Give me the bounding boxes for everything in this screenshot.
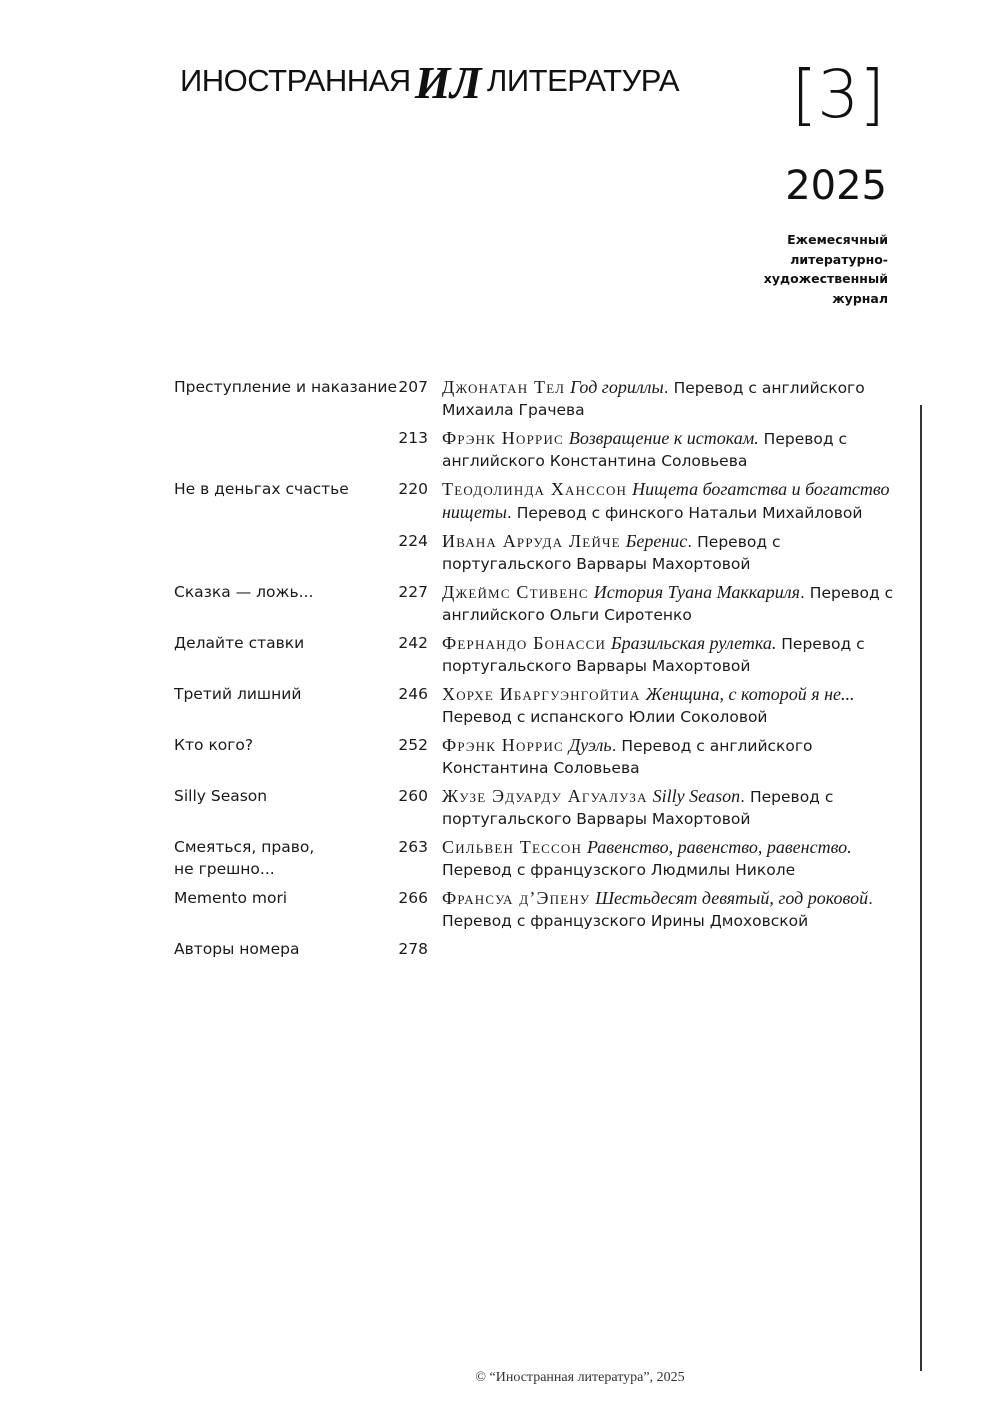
- section-line: не грешно...: [174, 860, 275, 878]
- toc-section-heading: [174, 887, 398, 932]
- section-line: Сказка — ложь...: [174, 583, 314, 601]
- entry-translation-note: Перевод с португальского Варвары Махортовой: [442, 635, 865, 675]
- toc-page-number: 263: [398, 838, 428, 856]
- toc-section-heading: [174, 478, 398, 524]
- toc-row: [174, 581, 904, 626]
- entry-author: Ивана Арруда Лейче: [442, 531, 621, 551]
- section-line: Silly Season: [174, 787, 268, 805]
- masthead-right-word: ЛИТЕРАТУРА: [487, 63, 680, 98]
- copyright-footer: © “Иностранная литература”, 2025: [475, 1370, 685, 1385]
- toc-section-heading: [174, 785, 398, 830]
- toc-entry: [442, 887, 904, 932]
- entry-author: Теодолинда Ханссон: [442, 479, 628, 499]
- subtitle-line: художественный: [763, 271, 888, 286]
- toc-section-heading: [174, 427, 398, 472]
- table-of-contents: [174, 376, 904, 966]
- entry-title: История Туана Маккариля: [593, 582, 800, 602]
- masthead-left-word: ИНОСТРАННАЯ: [180, 63, 411, 98]
- entry-title: Беренис: [625, 531, 688, 551]
- section-line: Преступление и наказание: [174, 378, 397, 396]
- toc-section-heading: [174, 530, 398, 575]
- toc-page-number: 207: [398, 378, 428, 396]
- toc-page-number: 227: [398, 583, 428, 601]
- toc-row: [174, 734, 904, 779]
- toc-page-number: 242: [398, 634, 428, 652]
- entry-translation-note: . Перевод с французского Ирины Дмоховской: [442, 890, 874, 930]
- toc-row: [174, 478, 904, 524]
- journal-subtitle: [764, 230, 888, 308]
- toc-section-heading: [174, 683, 398, 728]
- subtitle-line: журнал: [832, 290, 888, 306]
- issue-year: 2025: [785, 163, 887, 209]
- entry-author: Франсуа д’Эпену: [442, 888, 591, 908]
- entry-translation-note: Перевод с английского Константина Соловьева: [442, 430, 848, 470]
- toc-section-heading: [174, 581, 398, 626]
- entry-translation-note: . Перевод с португальского Варвары Махортовой: [442, 533, 781, 573]
- margin-rule: [920, 405, 922, 1371]
- toc-section-heading: [174, 632, 398, 677]
- toc-entry: [442, 478, 904, 524]
- entry-author: Сильвен Тессон: [442, 837, 583, 857]
- entry-translation-note: . Перевод с финского Натальи Михайловой: [506, 504, 863, 522]
- entry-author: Жузе Эдуарду Агуалуза: [442, 786, 648, 806]
- entry-author: Фрэнк Норрис: [442, 735, 564, 755]
- toc-entry: [442, 530, 904, 575]
- entry-translation-note: Перевод с французского Людмилы Николе: [442, 861, 796, 879]
- toc-entry: [442, 734, 904, 779]
- toc-row: [174, 632, 904, 677]
- toc-row: [174, 376, 904, 421]
- toc-row: [174, 683, 904, 728]
- entry-title: Нищета богатства и богатство нищеты: [442, 479, 890, 522]
- entry-title: Silly Season: [652, 786, 741, 806]
- journal-masthead: [180, 57, 680, 108]
- toc-row: [174, 530, 904, 575]
- toc-page-number: 266: [398, 889, 428, 907]
- entry-title: Возвращение к истокам.: [568, 428, 759, 448]
- entry-title: Бразильская рулетка.: [611, 633, 777, 653]
- toc-row: [174, 938, 904, 960]
- section-line: Кто кого?: [174, 736, 254, 754]
- toc-entry: [442, 836, 904, 881]
- toc-page-number: 213: [398, 429, 428, 447]
- toc-row: [174, 427, 904, 472]
- entry-title: Дуэль: [568, 735, 612, 755]
- toc-entry: [442, 938, 904, 960]
- toc-row: [174, 836, 904, 881]
- toc-entry: [442, 427, 904, 472]
- entry-author: Хорхе Ибаргуэнгойтиа: [442, 684, 641, 704]
- entry-author: Фернандо Бонасси: [442, 633, 607, 653]
- toc-row: [174, 785, 904, 830]
- entry-title: Женщина, с которой я не...: [645, 684, 855, 704]
- journal-logo-mark: ИЛ: [414, 57, 482, 108]
- toc-section-heading: [174, 734, 398, 779]
- section-line: Делайте ставки: [174, 634, 305, 652]
- entry-title: Равенство, равенство, равенство.: [586, 837, 852, 857]
- entry-translation-note: . Перевод с португальского Варвары Махортовой: [442, 788, 834, 828]
- toc-page-number: 278: [398, 940, 428, 958]
- toc-entry: [442, 683, 904, 728]
- section-line: Memento mori: [174, 889, 288, 907]
- entry-translation-note: Перевод с испанского Юлии Соколовой: [442, 708, 768, 726]
- entry-author: Фрэнк Норрис: [442, 428, 564, 448]
- section-line: Смеяться, право,: [174, 838, 315, 856]
- toc-row: [174, 887, 904, 932]
- toc-entry: [442, 376, 904, 421]
- section-line: Авторы номера: [174, 940, 300, 958]
- section-line: Не в деньгах счастье: [174, 480, 349, 498]
- issue-number: [3]: [791, 56, 885, 133]
- entry-title: Шестьдесят девятый, год роковой: [595, 888, 869, 908]
- toc-section-heading: [174, 376, 398, 421]
- entry-translation-note: . Перевод с английского Ольги Сиротенко: [442, 584, 894, 624]
- toc-entry: [442, 632, 904, 677]
- entry-author: Джонатан Тел: [442, 377, 566, 397]
- toc-page-number: 252: [398, 736, 428, 754]
- toc-page-number: 260: [398, 787, 428, 805]
- entry-author: Джеймс Стивенс: [442, 582, 589, 602]
- toc-page-number: 224: [398, 532, 428, 550]
- subtitle-line: литературно-: [790, 251, 888, 267]
- toc-page-number: 220: [398, 480, 428, 498]
- toc-section-heading: [174, 938, 398, 960]
- toc-entry: [442, 785, 904, 830]
- toc-entry: [442, 581, 904, 626]
- subtitle-line: Ежемесячный: [787, 232, 888, 247]
- entry-title: Год гориллы: [570, 377, 664, 397]
- toc-page-number: 246: [398, 685, 428, 703]
- toc-section-heading: [174, 836, 398, 881]
- entry-translation-note: . Перевод с английского Михаила Грачева: [442, 379, 865, 419]
- entry-translation-note: . Перевод с английского Константина Соловьева: [442, 737, 813, 777]
- section-line: Третий лишний: [174, 685, 302, 703]
